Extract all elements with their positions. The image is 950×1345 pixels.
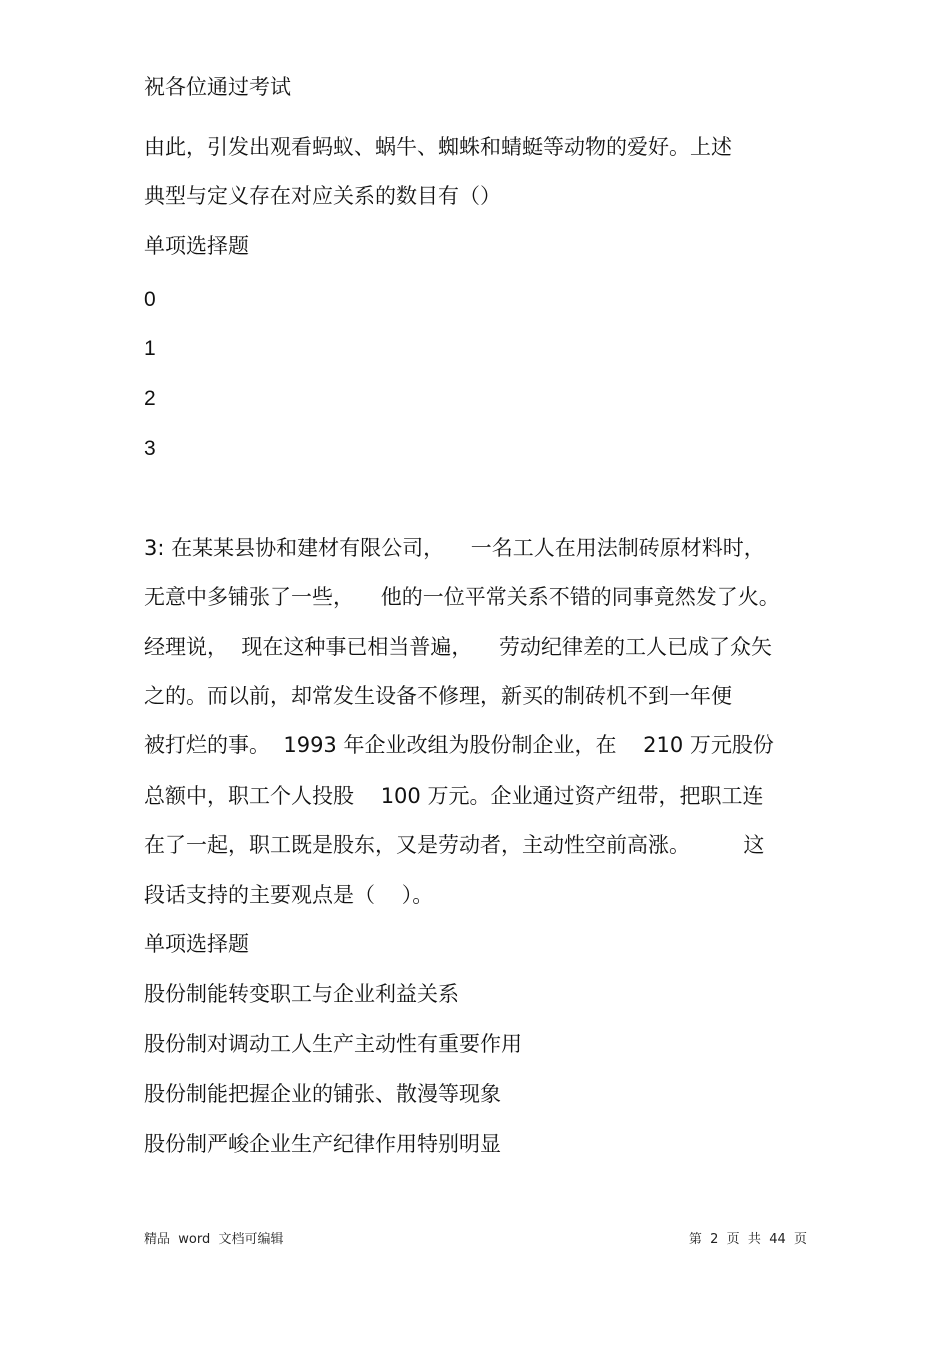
option-item: 股份制对调动工人生产主动性有重要作用 <box>144 1032 522 1056</box>
question-3-line-6: 总额中，职工个人投股 100 万元。企业通过资产纽带，把职工连 <box>144 784 764 808</box>
question-3-line-5: 被打烂的事。 1993 年企业改组为股份制企业，在 210 万元股份 <box>144 733 774 757</box>
option-item: 股份制能转变职工与企业利益关系 <box>144 982 459 1006</box>
question-2-type-label: 单项选择题 <box>144 234 249 258</box>
question-2-line-2: 典型与定义存在对应关系的数目有（） <box>144 184 501 208</box>
question-3-line-7: 在了一起，职工既是股东，又是劳动者，主动性空前高涨。 这 <box>144 833 765 857</box>
option-item: 2 <box>144 387 156 410</box>
question-3-line-3: 经理说， 现在这种事已相当普遍， 劳动纪律差的工人已成了众矢 <box>144 635 773 659</box>
option-item: 股份制能把握企业的铺张、散漫等现象 <box>144 1082 501 1106</box>
question-3-line-8: 段话支持的主要观点是（ ）。 <box>144 883 434 907</box>
question-3-line-4: 之的。而以前，却常发生设备不修理，新买的制砖机不到一年便 <box>144 684 732 708</box>
question-2-line-1: 由此，引发出观看蚂蚁、蜗牛、蜘蛛和蜻蜓等动物的爱好。上述 <box>144 135 732 159</box>
question-3-type-label: 单项选择题 <box>144 932 249 956</box>
page-header: 祝各位通过考试 <box>144 75 291 99</box>
option-item: 3 <box>144 437 156 460</box>
footer-left: 精品 word 文档可编辑 <box>144 1232 284 1247</box>
option-item: 0 <box>144 288 156 311</box>
question-3-line-2: 无意中多铺张了一些， 他的一位平常关系不错的同事竟然发了火。 <box>144 585 780 609</box>
option-item: 股份制严峻企业生产纪律作用特别明显 <box>144 1132 501 1156</box>
option-item: 1 <box>144 337 156 360</box>
footer-page-number: 第 2 页 共 44 页 <box>688 1232 807 1247</box>
question-3-line-1: 3: 在某某县协和建材有限公司， 一名工人在用法制砖原材料时， <box>144 536 765 560</box>
